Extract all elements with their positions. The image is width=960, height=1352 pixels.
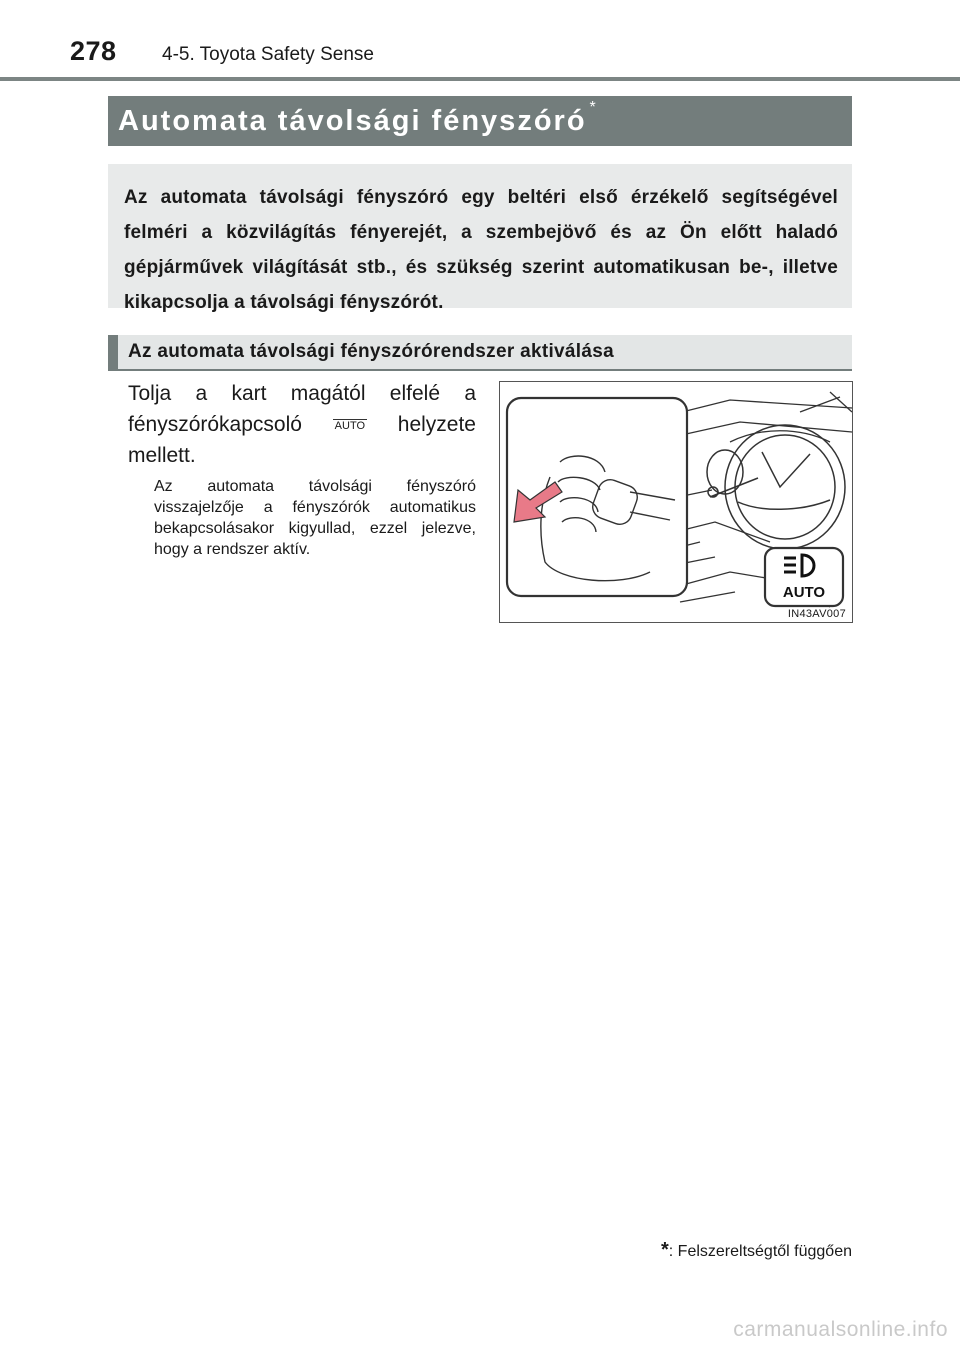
header-rule <box>0 77 960 81</box>
title-bar <box>108 96 852 146</box>
subsection-heading <box>108 335 852 371</box>
intro-box <box>108 164 852 313</box>
indicator-label: AUTO <box>782 584 826 601</box>
instruction-text <box>128 378 476 471</box>
dashboard-illustration <box>500 382 852 622</box>
note-text: Az automata távolsági fényszóró visszajelzője a fényszórók automatikus bekapcsolásakor kigyullad, ezzel jelezve, hogy a rendszer aktív. <box>154 478 476 558</box>
subsection-title: Az automata távolsági fényszórórendszer aktiválása <box>128 341 614 362</box>
instruction-part1: Tolja a kart magától elfelé a fényszórókapcsoló <box>128 382 476 436</box>
auto-high-beam-indicator-icon <box>765 548 843 606</box>
watermark: carmanualsonline.info <box>733 1318 948 1341</box>
section-label: 4-5. Toyota Safety Sense <box>162 44 374 65</box>
page-title: Automata távolsági fényszóró <box>118 104 587 137</box>
footnote-marker: * <box>660 1239 669 1261</box>
instruction-part2: helyzete mellett. <box>128 413 476 467</box>
page-number: 278 <box>70 36 117 66</box>
footnote-text: : Felszereltségtől függően <box>668 1243 852 1260</box>
title-asterisk: * <box>589 99 596 116</box>
figure-code: IN43AV007 <box>787 608 846 620</box>
auto-symbol-icon: AUTO <box>334 420 366 432</box>
figure <box>499 381 853 623</box>
intro-text: Az automata távolsági fényszóró egy beltéri első érzékelő segítségével felméri a közvilágítás fényerejét, a szembejövő és az Ön előtt haladó gépjárművek világítását stb., és szükség szerint automatikusan be-, illetve kikapcsolja a távolsági fényszórót. <box>124 187 838 313</box>
footnote <box>661 1239 852 1262</box>
